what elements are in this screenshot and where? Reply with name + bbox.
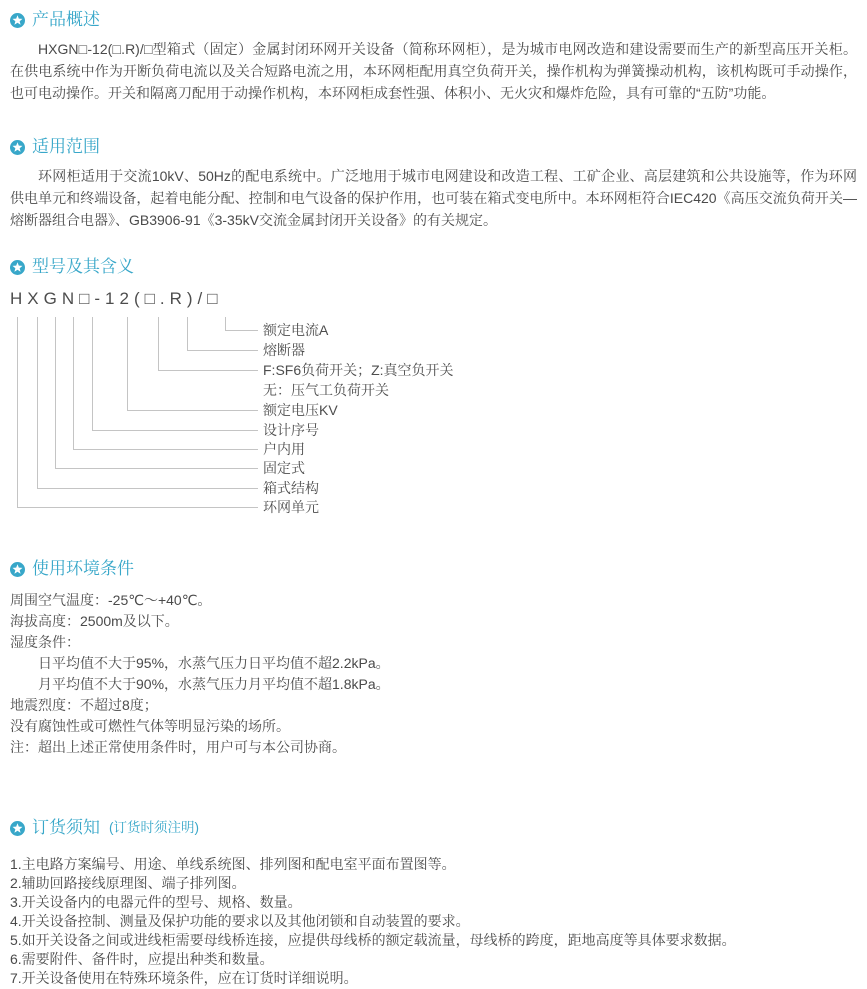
model-diagram-connector-line	[158, 317, 159, 370]
model-diagram-label: F:SF6负荷开关；Z:真空负开关	[263, 362, 454, 378]
section-heading-scope	[10, 137, 857, 157]
model-diagram-label: 熔断器	[263, 342, 305, 358]
model-diagram-label: 无：压气工负荷开关	[263, 382, 389, 398]
section-heading-ordering	[10, 818, 857, 838]
model-diagram-connector-line	[127, 410, 258, 411]
env-condition-line: 周围空气温度：-25℃～+40℃。	[10, 592, 212, 608]
ordering-item: 3.开关设备内的电器元件的型号、规格、数量。	[10, 894, 302, 910]
section-title: 型号及其含义	[32, 257, 134, 276]
model-diagram-connector-line	[73, 317, 74, 449]
section-title: 订货须知	[32, 818, 100, 837]
model-diagram-connector-line	[17, 507, 258, 508]
model-diagram-connector-line	[55, 468, 258, 469]
star-circle-icon	[10, 140, 25, 155]
env-condition-line: 湿度条件：	[10, 634, 80, 650]
env-condition-line: 没有腐蚀性或可燃性气体等明显污染的场所。	[10, 718, 290, 734]
section-heading-overview	[10, 10, 857, 30]
env-condition-line: 注：超出上述正常使用条件时，用户可与本公司协商。	[10, 739, 346, 755]
section-heading-model	[10, 257, 857, 277]
star-circle-icon	[10, 821, 25, 836]
ordering-item: 5.如开关设备之间或进线柜需要母线桥连接，应提供母线桥的额定载流量，母线桥的跨度，距地高度等具体要求数据。	[10, 932, 736, 948]
model-diagram-label: 额定电流A	[263, 322, 329, 338]
model-diagram-connector-line	[225, 330, 258, 331]
star-circle-icon	[10, 562, 25, 577]
ordering-item: 1.主电路方案编号、用途、单线系统图、排列图和配电室平面布置图等。	[10, 856, 456, 872]
model-diagram-connector-line	[187, 350, 258, 351]
model-diagram-connector-line	[158, 370, 258, 371]
overview-paragraph: HXGN□-12(□.R)/□型箱式（固定）金属封闭环网开关设备（简称环网柜），是为城市电网改造和建设需要而生产的新型高压开关柜。在供电系统中作为开断负荷电流以及关合短路电流之用，本环网柜配用真空负荷开关，操作机构为弹簧操动机构，该机构既可手动操作，也可电动操作。开关和隔离刀配用于动操作机构，本环网柜成套性强、体积小、无火灾和爆炸危险，具有可靠的“五防”功能。	[10, 41, 857, 101]
env-condition-line: 月平均值不大于90%，水蒸气压力月平均值不超1.8kPa。	[38, 676, 390, 692]
environment-conditions-list	[10, 590, 857, 758]
model-diagram-connector-line	[55, 317, 56, 468]
scope-paragraph: 环网柜适用于交流10kV、50Hz的配电系统中。广泛地用于城市电网建设和改造工程、工矿企业、高层建筑和公共设施等，作为环网供电单元和终端设备，起着电能分配、控制和电气设备的保护作用，也可装在箱式变电所中。本环网柜符合IEC420《高压交流负荷开关—熔断器组合电器》、GB3906-91《3-35kV交流金属封闭开关设备》的有关规定。	[10, 168, 857, 228]
env-condition-line: 海拔高度：2500m及以下。	[10, 613, 179, 629]
model-diagram-connector-line	[92, 317, 93, 430]
model-diagram-connector-line	[127, 317, 128, 410]
model-designation-diagram	[10, 289, 857, 519]
model-diagram-label: 固定式	[263, 460, 305, 476]
section-title-note: (订货时须注明)	[109, 820, 199, 835]
section-heading-environment	[10, 559, 857, 579]
model-diagram-connector-line	[225, 317, 226, 330]
model-diagram-connector-line	[73, 449, 258, 450]
model-diagram-label: 环网单元	[263, 499, 319, 515]
star-circle-icon	[10, 260, 25, 275]
section-title: 使用环境条件	[32, 559, 134, 578]
model-diagram-connector-line	[187, 317, 188, 350]
ordering-item: 7.开关设备使用在特殊环境条件，应在订货时详细说明。	[10, 970, 358, 986]
section-title: 适用范围	[32, 137, 100, 156]
model-diagram-connector-line	[37, 488, 258, 489]
model-code-text: HXGN□-12(□.R)/□	[10, 289, 223, 308]
model-diagram-label: 箱式结构	[263, 480, 319, 496]
env-condition-line: 地震烈度：不超过8度；	[10, 697, 158, 713]
model-diagram-connector-line	[37, 317, 38, 488]
env-condition-line: 日平均值不大于95%，水蒸气压力日平均值不超2.2kPa。	[38, 655, 390, 671]
model-diagram-label: 设计序号	[263, 422, 319, 438]
star-circle-icon	[10, 13, 25, 28]
model-diagram-connector-line	[92, 430, 258, 431]
ordering-item: 2.辅助回路接线原理图、端子排列图。	[10, 875, 246, 891]
model-diagram-label: 额定电压KV	[263, 402, 338, 418]
ordering-item: 4.开关设备控制、测量及保护功能的要求以及其他闭锁和自动装置的要求。	[10, 913, 470, 929]
model-diagram-label: 户内用	[263, 441, 305, 457]
model-diagram-connector-line	[17, 317, 18, 507]
ordering-item: 6.需要附件、备件时，应提出种类和数量。	[10, 951, 274, 967]
section-title: 产品概述	[32, 10, 100, 29]
ordering-instructions-list	[10, 855, 857, 988]
